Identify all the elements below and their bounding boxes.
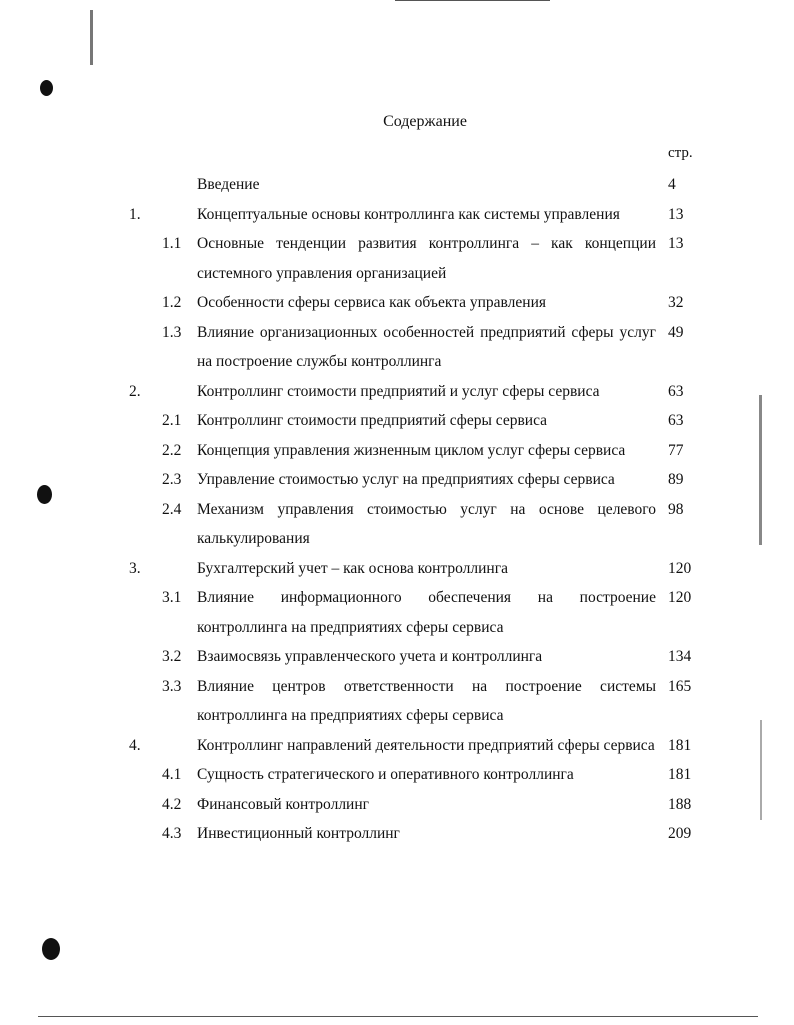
toc-entry-title: Концепция управления жизненным циклом услуг сферы сервиса [197, 441, 626, 459]
toc-entry-title: Концептуальные основы контроллинга как системы управления [197, 205, 620, 223]
toc-entry-title: Механизм управления стоимостью услуг на основе целевого калькулирования [197, 500, 656, 547]
toc-entry-page: 89 [668, 471, 684, 488]
toc-entry-page: 165 [668, 677, 692, 695]
toc-entry [0, 495, 794, 554]
toc-entry-page: 77 [668, 441, 684, 459]
toc-entry-number: 3. [129, 559, 141, 577]
toc-entry-page: 209 [668, 825, 692, 842]
toc-entry-title: Особенности сферы сервиса как объекта управления [197, 294, 546, 311]
toc-entry-title: Бухгалтерский учет – как основа контроллинга [197, 559, 508, 577]
toc-entry [0, 406, 794, 436]
toc-entry-title: Влияние информационного обеспечения на построение контроллинга на предприятиях сферы сервиса [197, 589, 656, 636]
toc-entry-page: 98 [668, 500, 684, 518]
toc-entry-page: 188 [668, 795, 692, 813]
toc-entry-page: 13 [668, 205, 684, 223]
toc-entry-number: 4.1 [162, 766, 182, 783]
toc-entry-number: 4. [129, 736, 141, 754]
toc-entry-title: Влияние центров ответственности на построение системы контроллинга на предприятиях сферы сервиса [197, 677, 656, 724]
toc-entry [0, 554, 794, 584]
toc-entry-number: 1.3 [162, 323, 182, 341]
toc-entry-title: Сущность стратегического и оперативного контроллинга [197, 766, 574, 783]
toc-entry-title: Основные тенденции развития контроллинга – как концепции системного управления организацией [197, 235, 656, 282]
toc-entry-number: 1.1 [162, 235, 182, 252]
toc-entry-page: 13 [668, 235, 684, 252]
toc-entry-page: 32 [668, 294, 684, 311]
toc-entry [0, 583, 794, 642]
toc-entry [0, 170, 794, 200]
toc-entry-title: Инвестиционный контроллинг [197, 825, 400, 842]
toc-entry [0, 200, 794, 230]
toc-entry-title: Влияние организационных особенностей предприятий сферы услуг на построение службы контроллинга [197, 323, 656, 370]
toc-entry-number: 4.3 [162, 825, 182, 842]
toc-entry-page: 63 [668, 412, 684, 429]
scan-dot-1 [40, 80, 53, 96]
toc-entry [0, 377, 794, 407]
toc-entry [0, 288, 794, 318]
toc-entry-number: 2.4 [162, 500, 182, 518]
toc-entry-page: 120 [668, 559, 692, 577]
toc-entry [0, 672, 794, 731]
toc-entry-number: 2.1 [162, 412, 182, 429]
top-scan-rule [395, 0, 550, 1]
toc-entry-number: 1. [129, 205, 141, 223]
bottom-scan-rule [38, 1016, 758, 1017]
toc-entry-number: 2.3 [162, 471, 182, 488]
toc-entry-page: 181 [668, 736, 692, 754]
toc-entry-page: 134 [668, 648, 692, 665]
toc-entry-number: 3.1 [162, 589, 182, 606]
page-title: Содержание [383, 113, 467, 130]
toc-entry-page: 120 [668, 589, 692, 606]
toc-entry-title: Взаимосвязь управленческого учета и контроллинга [197, 648, 543, 665]
toc-entry [0, 819, 794, 849]
toc-entry-number: 3.2 [162, 648, 182, 665]
toc-entry-number: 3.3 [162, 677, 182, 695]
toc-entry [0, 465, 794, 495]
toc-entry-title: Управление стоимостью услуг на предприятиях сферы сервиса [197, 471, 615, 488]
toc-entry-title: Контроллинг стоимости предприятий и услуг сферы сервиса [197, 382, 600, 400]
page-column-label: стр. [668, 145, 693, 161]
toc-entry-title: Контроллинг стоимости предприятий сферы сервиса [197, 412, 548, 429]
toc-entry-title: Введение [197, 176, 260, 193]
toc-entry [0, 436, 794, 466]
toc-entry-page: 181 [668, 766, 692, 783]
toc-entry-number: 4.2 [162, 795, 182, 813]
toc-entry [0, 229, 794, 288]
toc-entry-number: 2.2 [162, 441, 182, 459]
toc-entry [0, 731, 794, 761]
toc-entry-page: 49 [668, 323, 684, 341]
toc-entry-title: Контроллинг направлений деятельности предприятий сферы сервиса [197, 736, 655, 754]
toc-entry-number: 2. [129, 382, 141, 400]
toc-entry [0, 790, 794, 820]
toc-entry [0, 318, 794, 377]
toc-entry-title: Финансовый контроллинг [197, 795, 370, 813]
toc-entry-page: 4 [668, 176, 676, 193]
toc-entry-page: 63 [668, 382, 684, 400]
table-of-contents [0, 170, 794, 849]
toc-entry [0, 642, 794, 672]
scan-dot-3 [42, 938, 60, 960]
scan-streak-1 [90, 10, 93, 65]
toc-entry [0, 760, 794, 790]
toc-entry-number: 1.2 [162, 294, 182, 311]
